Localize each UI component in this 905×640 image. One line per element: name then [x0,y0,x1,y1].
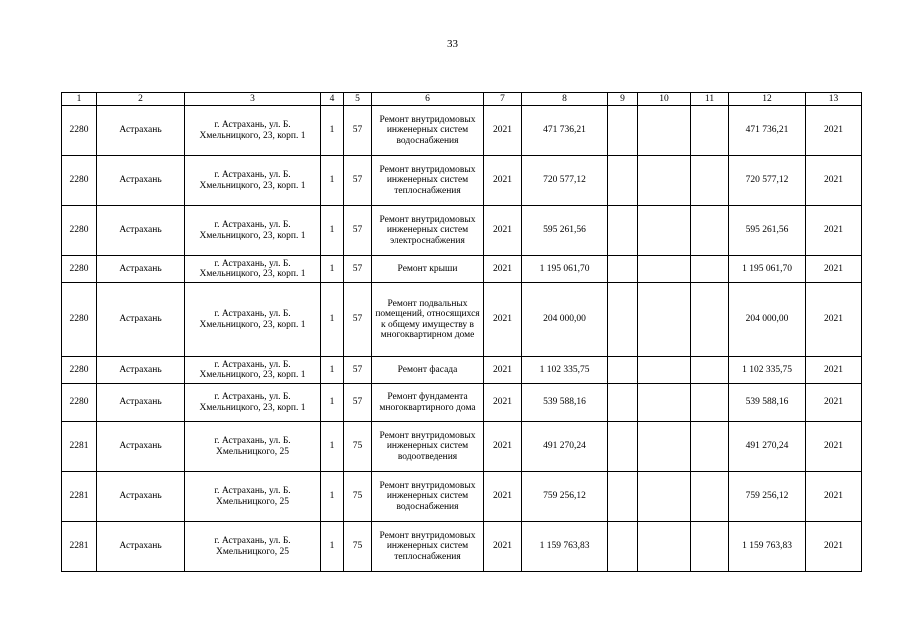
total-cost-cell: 471 736,21 [729,106,806,156]
header-row [62,93,862,106]
col5-cell: 75 [344,422,372,472]
work-type-cell: Ремонт фасада [372,357,484,384]
total-cost-cell: 759 256,12 [729,472,806,522]
house-id-cell: 2280 [62,357,97,384]
col9-cell [608,156,638,206]
house-id-cell: 2280 [62,256,97,283]
address-cell: г. Астрахань, ул. Б. Хмельницкого, 23, корп. 1 [185,256,321,283]
cost-cell: 1 195 061,70 [522,256,608,283]
col4-cell: 1 [321,522,344,572]
city-cell: Астрахань [97,206,185,256]
year-cell: 2021 [806,422,862,472]
col10-cell [638,384,691,422]
total-cost-cell: 1 195 061,70 [729,256,806,283]
year-cell: 2021 [484,384,522,422]
house-id-cell: 2280 [62,283,97,357]
house-id-cell: 2280 [62,156,97,206]
header-cell: 13 [806,93,862,106]
year-cell: 2021 [484,206,522,256]
year-cell: 2021 [806,472,862,522]
col10-cell [638,522,691,572]
col10-cell [638,283,691,357]
col5-cell: 57 [344,384,372,422]
col10-cell [638,472,691,522]
col9-cell [608,206,638,256]
city-cell: Астрахань [97,522,185,572]
col4-cell: 1 [321,472,344,522]
cost-cell: 1 102 335,75 [522,357,608,384]
address-cell: г. Астрахань, ул. Б. Хмельницкого, 23, корп. 1 [185,384,321,422]
col4-cell: 1 [321,106,344,156]
table-row [62,357,862,384]
address-cell: г. Астрахань, ул. Б. Хмельницкого, 23, корп. 1 [185,106,321,156]
col10-cell [638,156,691,206]
work-type-cell: Ремонт внутридомовых инженерных систем водоотведения [372,422,484,472]
year-cell: 2021 [484,156,522,206]
year-cell: 2021 [484,472,522,522]
year-cell: 2021 [806,156,862,206]
header-cell: 7 [484,93,522,106]
table-row [62,472,862,522]
work-type-cell: Ремонт крыши [372,256,484,283]
col9-cell [608,384,638,422]
year-cell: 2021 [806,384,862,422]
col5-cell: 57 [344,357,372,384]
col4-cell: 1 [321,357,344,384]
city-cell: Астрахань [97,156,185,206]
col4-cell: 1 [321,422,344,472]
table-row [62,283,862,357]
total-cost-cell: 720 577,12 [729,156,806,206]
col11-cell [691,472,729,522]
year-cell: 2021 [806,522,862,572]
house-id-cell: 2280 [62,106,97,156]
header-cell: 9 [608,93,638,106]
year-cell: 2021 [806,206,862,256]
year-cell: 2021 [806,106,862,156]
address-cell: г. Астрахань, ул. Б. Хмельницкого, 25 [185,522,321,572]
col4-cell: 1 [321,256,344,283]
work-type-cell: Ремонт внутридомовых инженерных систем водоснабжения [372,106,484,156]
table-row [62,422,862,472]
year-cell: 2021 [806,283,862,357]
cost-cell: 1 159 763,83 [522,522,608,572]
col11-cell [691,106,729,156]
year-cell: 2021 [484,522,522,572]
col11-cell [691,422,729,472]
work-type-cell: Ремонт внутридомовых инженерных систем электроснабжения [372,206,484,256]
work-type-cell: Ремонт внутридомовых инженерных систем водоснабжения [372,472,484,522]
table-row [62,522,862,572]
cost-cell: 759 256,12 [522,472,608,522]
year-cell: 2021 [484,283,522,357]
header-cell: 11 [691,93,729,106]
cost-cell: 471 736,21 [522,106,608,156]
city-cell: Астрахань [97,422,185,472]
header-cell: 1 [62,93,97,106]
address-cell: г. Астрахань, ул. Б. Хмельницкого, 23, корп. 1 [185,206,321,256]
col5-cell: 57 [344,283,372,357]
city-cell: Астрахань [97,256,185,283]
house-id-cell: 2281 [62,472,97,522]
col10-cell [638,106,691,156]
col5-cell: 75 [344,522,372,572]
table-row [62,106,862,156]
cost-cell: 720 577,12 [522,156,608,206]
header-cell: 8 [522,93,608,106]
house-id-cell: 2281 [62,522,97,572]
col9-cell [608,522,638,572]
header-cell: 12 [729,93,806,106]
col9-cell [608,283,638,357]
table-row [62,206,862,256]
work-type-cell: Ремонт подвальных помещений, относящихся к общему имуществу в многоквартирном доме [372,283,484,357]
total-cost-cell: 491 270,24 [729,422,806,472]
col5-cell: 57 [344,106,372,156]
address-cell: г. Астрахань, ул. Б. Хмельницкого, 23, корп. 1 [185,156,321,206]
total-cost-cell: 595 261,56 [729,206,806,256]
total-cost-cell: 1 159 763,83 [729,522,806,572]
page-number: 33 [447,38,458,50]
col11-cell [691,357,729,384]
work-type-cell: Ремонт внутридомовых инженерных систем теплоснабжения [372,522,484,572]
total-cost-cell: 539 588,16 [729,384,806,422]
table-row [62,384,862,422]
col4-cell: 1 [321,156,344,206]
address-cell: г. Астрахань, ул. Б. Хмельницкого, 23, корп. 1 [185,357,321,384]
house-id-cell: 2280 [62,206,97,256]
year-cell: 2021 [806,256,862,283]
city-cell: Астрахань [97,357,185,384]
table-row [62,156,862,206]
total-cost-cell: 1 102 335,75 [729,357,806,384]
city-cell: Астрахань [97,283,185,357]
col9-cell [608,357,638,384]
city-cell: Астрахань [97,106,185,156]
address-cell: г. Астрахань, ул. Б. Хмельницкого, 25 [185,472,321,522]
col9-cell [608,422,638,472]
col11-cell [691,384,729,422]
col5-cell: 57 [344,256,372,283]
house-id-cell: 2280 [62,384,97,422]
col5-cell: 57 [344,156,372,206]
col11-cell [691,522,729,572]
total-cost-cell: 204 000,00 [729,283,806,357]
work-type-cell: Ремонт фундамента многоквартирного дома [372,384,484,422]
header-cell: 5 [344,93,372,106]
col9-cell [608,472,638,522]
year-cell: 2021 [484,106,522,156]
col10-cell [638,206,691,256]
city-cell: Астрахань [97,472,185,522]
col11-cell [691,206,729,256]
cost-cell: 491 270,24 [522,422,608,472]
address-cell: г. Астрахань, ул. Б. Хмельницкого, 23, корп. 1 [185,283,321,357]
address-cell: г. Астрахань, ул. Б. Хмельницкого, 25 [185,422,321,472]
city-cell: Астрахань [97,384,185,422]
work-type-cell: Ремонт внутридомовых инженерных систем теплоснабжения [372,156,484,206]
col4-cell: 1 [321,206,344,256]
repair-program-table [61,92,862,572]
col5-cell: 75 [344,472,372,522]
header-cell: 10 [638,93,691,106]
col9-cell [608,256,638,283]
header-cell: 3 [185,93,321,106]
col11-cell [691,156,729,206]
col10-cell [638,422,691,472]
year-cell: 2021 [484,422,522,472]
header-cell: 2 [97,93,185,106]
table-row [62,256,862,283]
cost-cell: 595 261,56 [522,206,608,256]
col4-cell: 1 [321,384,344,422]
cost-cell: 204 000,00 [522,283,608,357]
header-cell: 4 [321,93,344,106]
year-cell: 2021 [484,357,522,384]
cost-cell: 539 588,16 [522,384,608,422]
col4-cell: 1 [321,283,344,357]
year-cell: 2021 [806,357,862,384]
col10-cell [638,256,691,283]
col5-cell: 57 [344,206,372,256]
col11-cell [691,283,729,357]
col10-cell [638,357,691,384]
house-id-cell: 2281 [62,422,97,472]
header-cell: 6 [372,93,484,106]
year-cell: 2021 [484,256,522,283]
col11-cell [691,256,729,283]
col9-cell [608,106,638,156]
